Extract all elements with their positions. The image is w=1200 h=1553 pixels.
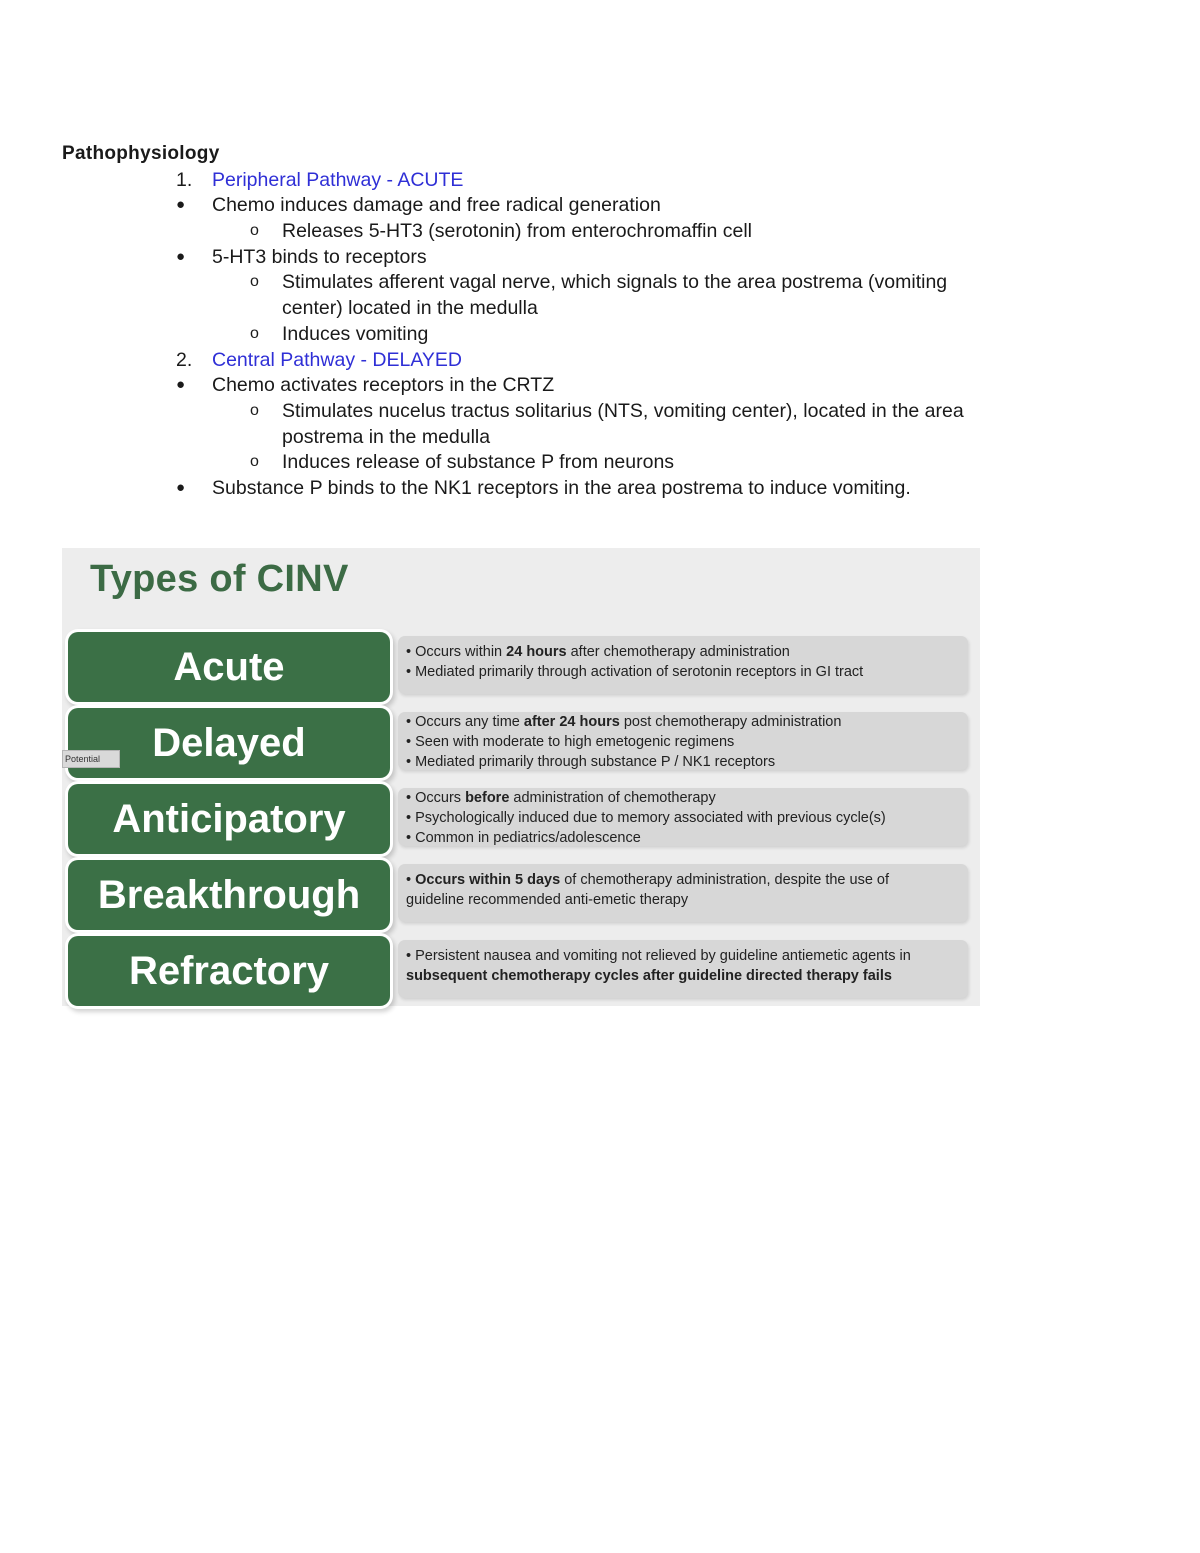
description-line: • Mediated primarily through substance P / NK1 receptors bbox=[406, 754, 776, 770]
sub-bullet-text-continued: center) located in the medulla bbox=[282, 297, 538, 319]
cinv-type-label: Refractory bbox=[68, 936, 390, 1006]
list-number: 1. bbox=[176, 169, 193, 191]
cinv-type-row bbox=[68, 632, 974, 704]
slide-title: Types of CINV bbox=[90, 558, 349, 600]
description-line: • Seen with moderate to high emetogenic regimens bbox=[406, 734, 735, 750]
cinv-type-label: Acute bbox=[68, 632, 390, 702]
sub-bullet-text: Releases 5-HT3 (serotonin) from enterochromaffin cell bbox=[282, 220, 752, 242]
cinv-type-description bbox=[398, 864, 968, 922]
sub-bullet-icon: o bbox=[250, 453, 259, 470]
description-line: subsequent chemotherapy cycles after guideline directed therapy fails bbox=[406, 968, 892, 984]
sub-bullet-text: Stimulates nucelus tractus solitarius (NTS, vomiting center), located in the area bbox=[282, 400, 964, 422]
cinv-type-description bbox=[398, 940, 968, 998]
cinv-type-label: Anticipatory bbox=[68, 784, 390, 854]
description-line: • Psychologically induced due to memory associated with previous cycle(s) bbox=[406, 810, 886, 826]
cinv-type-description bbox=[398, 788, 968, 846]
list-number: 2. bbox=[176, 349, 193, 371]
bullet-text: Chemo induces damage and free radical generation bbox=[212, 194, 661, 216]
sub-bullet-text: Induces vomiting bbox=[282, 323, 429, 345]
bullet-text: Chemo activates receptors in the CRTZ bbox=[212, 374, 555, 396]
pathway-title-peripheral: Peripheral Pathway - ACUTE bbox=[212, 169, 464, 191]
bullet-icon: ● bbox=[176, 196, 186, 213]
pathway-title-central: Central Pathway - DELAYED bbox=[212, 349, 462, 371]
cinv-type-row bbox=[68, 784, 974, 856]
cinv-type-label: Breakthrough bbox=[68, 860, 390, 930]
sub-bullet-text: Stimulates afferent vagal nerve, which signals to the area postrema (vomiting bbox=[282, 271, 948, 293]
sub-bullet-icon: o bbox=[250, 273, 259, 290]
description-line: • Common in pediatrics/adolescence bbox=[406, 830, 641, 846]
cinv-type-description bbox=[398, 712, 968, 770]
cinv-type-row bbox=[68, 936, 974, 1008]
bullet-text: 5-HT3 binds to receptors bbox=[212, 246, 427, 268]
description-line: • Mediated primarily through activation of serotonin receptors in GI tract bbox=[406, 664, 864, 680]
sub-bullet-text-continued: postrema in the medulla bbox=[282, 426, 491, 448]
bullet-icon: ● bbox=[176, 479, 186, 496]
description-line: guideline recommended anti-emetic therapy bbox=[406, 892, 689, 908]
bullet-text: Substance P binds to the NK1 receptors in the area postrema to induce vomiting. bbox=[212, 477, 911, 499]
sub-bullet-icon: o bbox=[250, 222, 259, 239]
cinv-type-description bbox=[398, 636, 968, 694]
bullet-icon: ● bbox=[176, 376, 186, 393]
sub-bullet-text: Induces release of substance P from neurons bbox=[282, 451, 675, 473]
description-line: • Occurs within 5 days of chemotherapy administration, despite the use of bbox=[406, 872, 890, 888]
section-heading: Pathophysiology bbox=[62, 143, 220, 164]
description-line: • Occurs any time after 24 hours post chemotherapy administration bbox=[406, 714, 842, 730]
potential-badge: Potential bbox=[62, 750, 120, 768]
cinv-type-row bbox=[68, 708, 974, 780]
description-line: • Persistent nausea and vomiting not relieved by guideline antiemetic agents in bbox=[406, 948, 911, 964]
sub-bullet-icon: o bbox=[250, 325, 259, 342]
description-line: • Occurs before administration of chemotherapy bbox=[406, 790, 716, 806]
sub-bullet-icon: o bbox=[250, 402, 259, 419]
cinv-type-row bbox=[68, 860, 974, 932]
cinv-type-label: Delayed bbox=[68, 708, 390, 778]
cinv-types-slide bbox=[62, 548, 980, 1006]
description-line: • Occurs within 24 hours after chemotherapy administration bbox=[406, 644, 790, 660]
bullet-icon: ● bbox=[176, 248, 186, 265]
